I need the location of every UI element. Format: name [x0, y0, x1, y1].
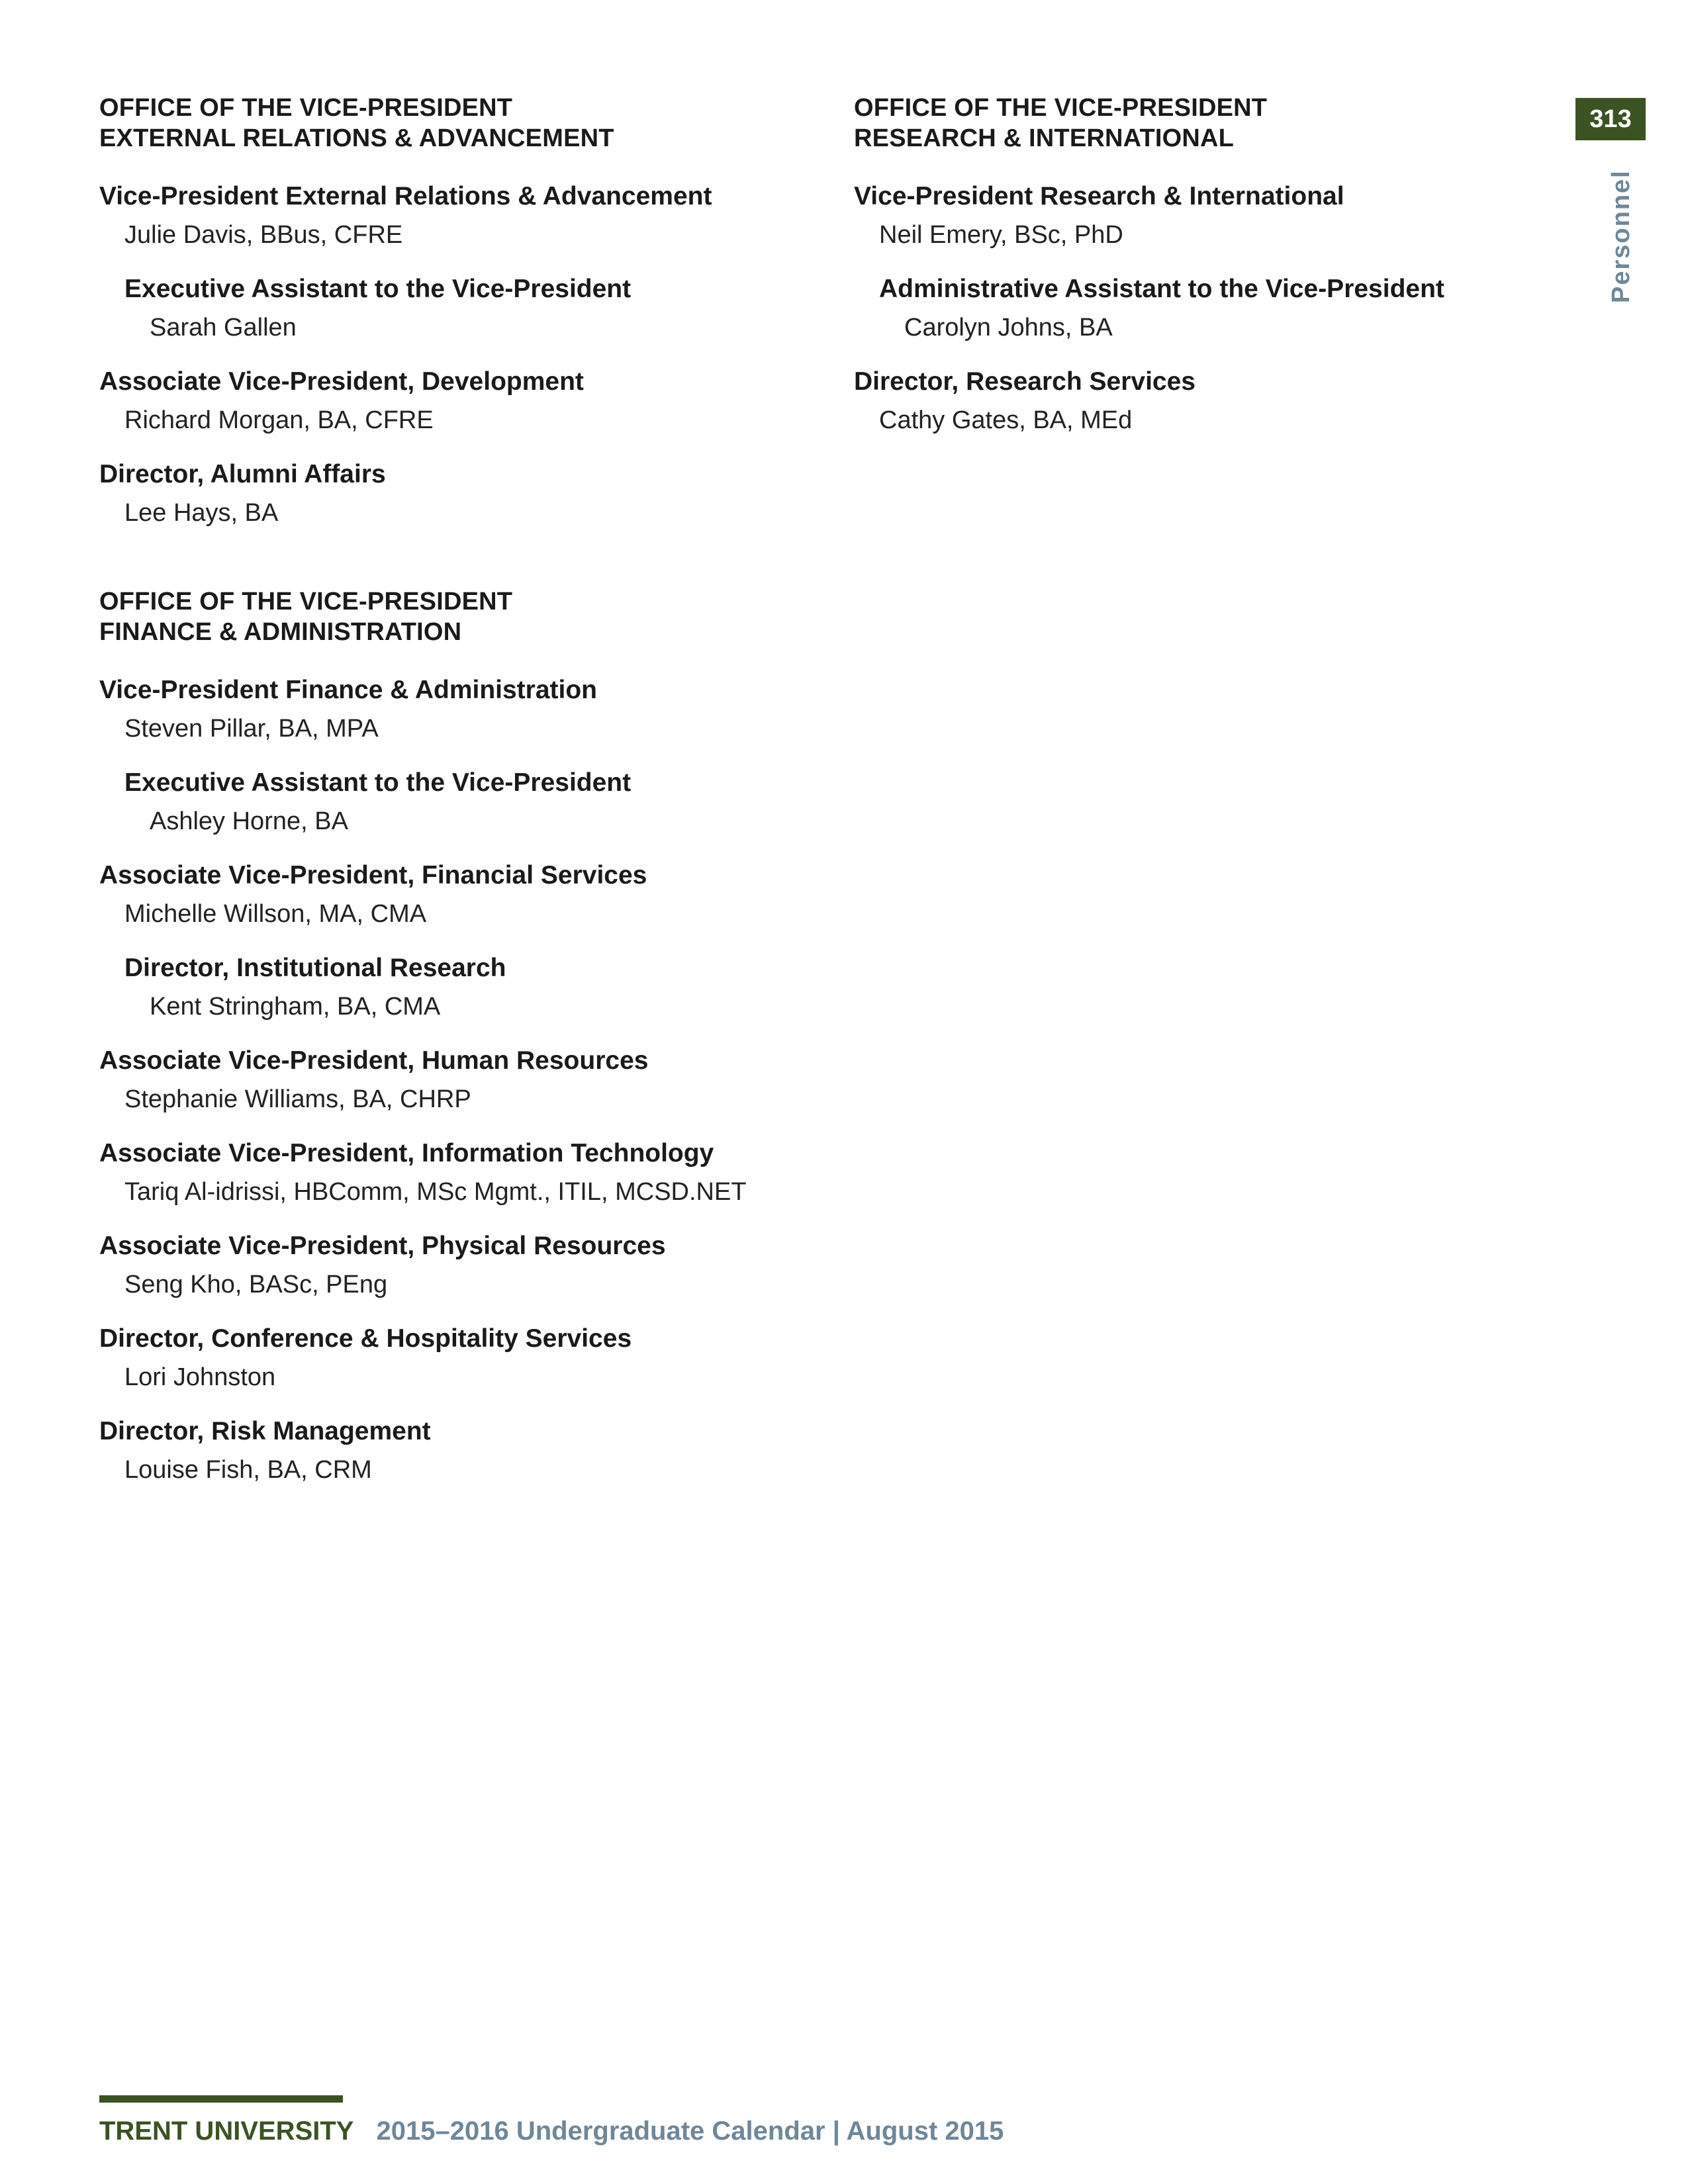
role-entry [854, 363, 1444, 439]
role-entry [99, 671, 747, 748]
role-entry [99, 1227, 747, 1304]
role-entry [99, 1412, 747, 1489]
office-heading-line-2: EXTERNAL RELATIONS & ADVANCEMENT [99, 124, 614, 152]
role-entry [99, 1042, 747, 1118]
office-heading-line-2: FINANCE & ADMINISTRATION [99, 618, 462, 646]
role-title: Director, Research Services [854, 367, 1196, 396]
role-person: Michelle Willson, MA, CMA [124, 900, 427, 928]
role-person: Stephanie Williams, BA, CHRP [124, 1085, 471, 1113]
office-external-relations [99, 93, 712, 548]
role-person: Steven Pillar, BA, MPA [124, 715, 379, 743]
role-person: Richard Morgan, BA, CFRE [124, 406, 434, 434]
role-entry [124, 764, 747, 841]
role-person: Julie Davis, BBus, CFRE [124, 221, 403, 249]
role-title: Associate Vice-President, Information Technology [99, 1139, 714, 1167]
role-title: Vice-President Finance & Administration [99, 676, 598, 704]
role-title: Executive Assistant to the Vice-President [124, 275, 632, 303]
role-person: Neil Emery, BSc, PhD [879, 221, 1123, 249]
footer [99, 2113, 1004, 2150]
role-entry [99, 177, 712, 254]
section-tab [1587, 169, 1635, 303]
role-entry [99, 1134, 747, 1211]
role-title: Administrative Assistant to the Vice-President [879, 275, 1444, 303]
role-person: Seng Kho, BASc, PEng [124, 1271, 388, 1298]
role-person: Lee Hays, BA [124, 499, 279, 527]
role-title: Director, Risk Management [99, 1417, 431, 1445]
office-heading-line-1: OFFICE OF THE VICE-PRESIDENT [99, 588, 513, 615]
role-title: Director, Alumni Affairs [99, 460, 386, 488]
footer-publication: 2015–2016 Undergraduate Calendar | August 2015 [376, 2116, 1004, 2146]
role-person: Ashley Horne, BA [150, 807, 348, 835]
role-entry [99, 455, 712, 532]
role-entry [879, 270, 1444, 347]
office-heading-line-2: RESEARCH & INTERNATIONAL [854, 124, 1235, 152]
office-heading-line-1: OFFICE OF THE VICE-PRESIDENT [854, 94, 1268, 122]
role-person: Cathy Gates, BA, MEd [879, 406, 1133, 434]
office-heading [854, 93, 1444, 154]
role-entry [99, 1320, 747, 1396]
role-title: Director, Institutional Research [124, 954, 506, 982]
office-heading [99, 93, 712, 154]
role-title: Associate Vice-President, Development [99, 367, 584, 396]
role-person: Kent Stringham, BA, CMA [150, 993, 441, 1021]
role-title: Vice-President Research & International [854, 182, 1344, 210]
role-person: Carolyn Johns, BA [904, 314, 1113, 341]
role-title: Executive Assistant to the Vice-President [124, 768, 632, 797]
role-entry [99, 856, 747, 933]
role-entry [854, 177, 1444, 254]
role-entry [124, 270, 712, 347]
page-number: 313 [1575, 98, 1646, 140]
role-title: Associate Vice-President, Human Resources [99, 1046, 649, 1075]
office-heading [99, 586, 747, 647]
footer-rule [99, 2095, 343, 2103]
office-research-international [854, 93, 1444, 455]
role-entry [99, 363, 712, 439]
office-finance-administration [99, 586, 747, 1505]
role-title: Director, Conference & Hospitality Services [99, 1324, 632, 1353]
office-heading-line-1: OFFICE OF THE VICE-PRESIDENT [99, 94, 513, 122]
role-title: Associate Vice-President, Physical Resources [99, 1232, 666, 1260]
role-title: Associate Vice-President, Financial Services [99, 861, 647, 889]
role-entry [124, 949, 747, 1026]
footer-organization: TRENT UNIVERSITY [99, 2116, 354, 2146]
role-title: Vice-President External Relations & Advancement [99, 182, 712, 210]
section-label: Personnel [1607, 169, 1635, 303]
role-person: Louise Fish, BA, CRM [124, 1456, 372, 1484]
role-person: Tariq Al-idrissi, HBComm, MSc Mgmt., ITIL, MCSD.NET [124, 1178, 747, 1206]
role-person: Lori Johnston [124, 1363, 276, 1391]
role-person: Sarah Gallen [150, 314, 297, 341]
